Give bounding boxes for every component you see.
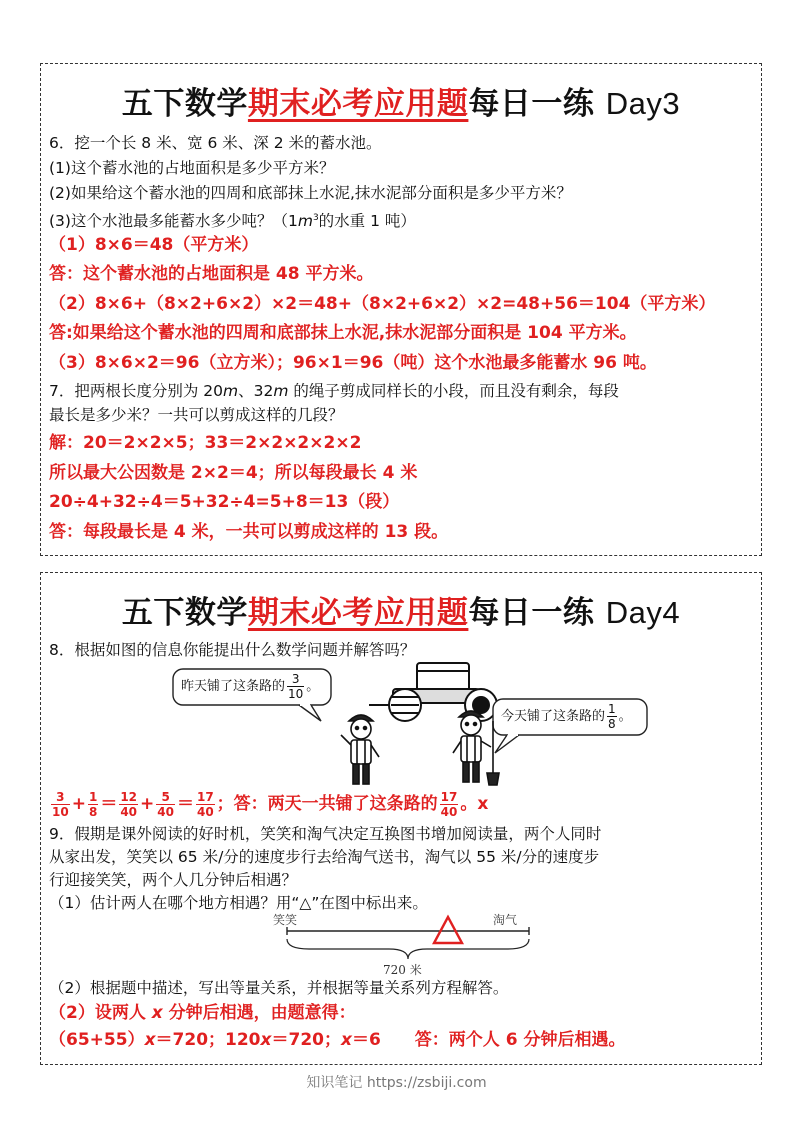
question-9-line-3: 行迎接笑笑，两个人几分钟后相遇？	[49, 871, 298, 889]
question-9-line-2: 从家出发，笑笑以 65 米/分的速度步行去给淘气送书，淘气以 55 米/分的速度步	[49, 848, 600, 866]
day4-title-highlight: 期末必考应用题	[247, 595, 469, 631]
question-6-part-2: (2)如果给这个蓄水池的四周和底部抹上水泥,抹水泥部分面积是多少平方米？	[49, 184, 572, 202]
question-9-line-1: 9．假期是课外阅读的好时机，笑笑和淘气决定互换图书增加阅读量，两个人同时	[49, 825, 602, 843]
answer-6-3: （3）8×6×2＝96（立方米）；96×1＝96（吨）这个水池最多能蓄水 96 吨。	[49, 353, 657, 373]
day4-card	[40, 572, 762, 1065]
answer-7-step-3: 20÷4+32÷4＝5+32÷4=5+8＝13（段）	[49, 492, 400, 512]
answer-8: $\frac{3}{10}$ + $\frac{1}{8}$ ＝ $\frac{12}{40}$ + $\frac{5}{40}$ ＝ $\frac{17}{40}$ ；答：两天一共铺了这条路的 $\frac{17}{40}$ 。x	[52, 789, 489, 819]
left-bubble-text: 昨天铺了这条路的 $\frac{3}{10}$ 。	[181, 672, 320, 701]
worker-left-icon	[341, 715, 379, 784]
question-8: 8．根据如图的信息你能提出什么数学问题并解答吗？	[49, 641, 416, 659]
answer-6-1: （1）8×6＝48（平方米）	[49, 235, 259, 255]
day3-title-highlight: 期末必考应用题	[247, 86, 469, 122]
diagram-label-xiaoxiao: 笑笑	[273, 913, 298, 927]
day3-title-day: Day3	[605, 86, 681, 121]
answer-6-2-statement: 答:如果给这个蓄水池的四周和底部抹上水泥,抹水泥部分面积是 104 平方米。	[49, 323, 637, 343]
answer-7-statement: 答：每段最长是 4 米，一共可以剪成这样的 13 段。	[49, 522, 449, 542]
meeting-triangle-icon	[434, 917, 462, 943]
day4-title-day: Day4	[605, 595, 681, 630]
answer-6-1-statement: 答：这个蓄水池的占地面积是 48 平方米。	[49, 264, 374, 284]
question-9-part-1: （1）估计两人在哪个地方相遇？用“△”在图中标出来。	[49, 894, 428, 912]
answer-6-2: （2）8×6+（8×2+6×2）×2＝48+（8×2+6×2）×2=48+56＝104（平方米）	[49, 294, 716, 314]
worker-right-icon	[453, 711, 499, 785]
day3-card	[40, 63, 762, 556]
question-9-part-2: （2）根据题中描述，写出等量关系，并根据等量关系列方程解答。	[49, 979, 509, 997]
day3-title: 五下数学期末必考应用题每日一练 Day3	[121, 86, 681, 122]
answer-7-step-1: 解：20＝2×2×5；33＝2×2×2×2×2	[49, 433, 362, 453]
day4-title: 五下数学期末必考应用题每日一练 Day4	[121, 595, 681, 631]
diagram-label-taoqi: 淘气	[493, 913, 518, 927]
footer-watermark: 知识笔记 https://zsbiji.com	[306, 1075, 487, 1091]
question-6-part-1: (1)这个蓄水池的占地面积是多少平方米？	[49, 159, 335, 177]
question-7-line-2: 最长是多少米？一共可以剪成这样的几段？	[49, 406, 344, 424]
question-6-part-3: (3)这个水池最多能蓄水多少吨？（$1m^3$的水重 1 吨）	[49, 212, 416, 231]
question-7: 7．把两根长度分别为 20m、32m 的绳子剪成同样长的小段，而且没有剩余，每段	[49, 382, 619, 400]
answer-9-setup: （2）设两人 x 分钟后相遇，由题意得：	[49, 1003, 356, 1023]
answer-9-solution: （65+55）x＝720；120x＝720；x＝6 答：两个人 6 分钟后相遇。	[49, 1030, 626, 1050]
question-6: 6．挖一个长 8 米、宽 6 米、深 2 米的蓄水池。	[49, 134, 382, 152]
answer-7-step-2: 所以最大公因数是 2×2＝4；所以每段最长 4 米	[49, 463, 418, 483]
right-bubble-text: 今天铺了这条路的 $\frac{1}{8}$ 。	[501, 702, 632, 731]
diagram-total-distance: 720 米	[383, 963, 422, 977]
answer-9-statement: 答：两个人 6 分钟后相遇。	[414, 1030, 626, 1050]
